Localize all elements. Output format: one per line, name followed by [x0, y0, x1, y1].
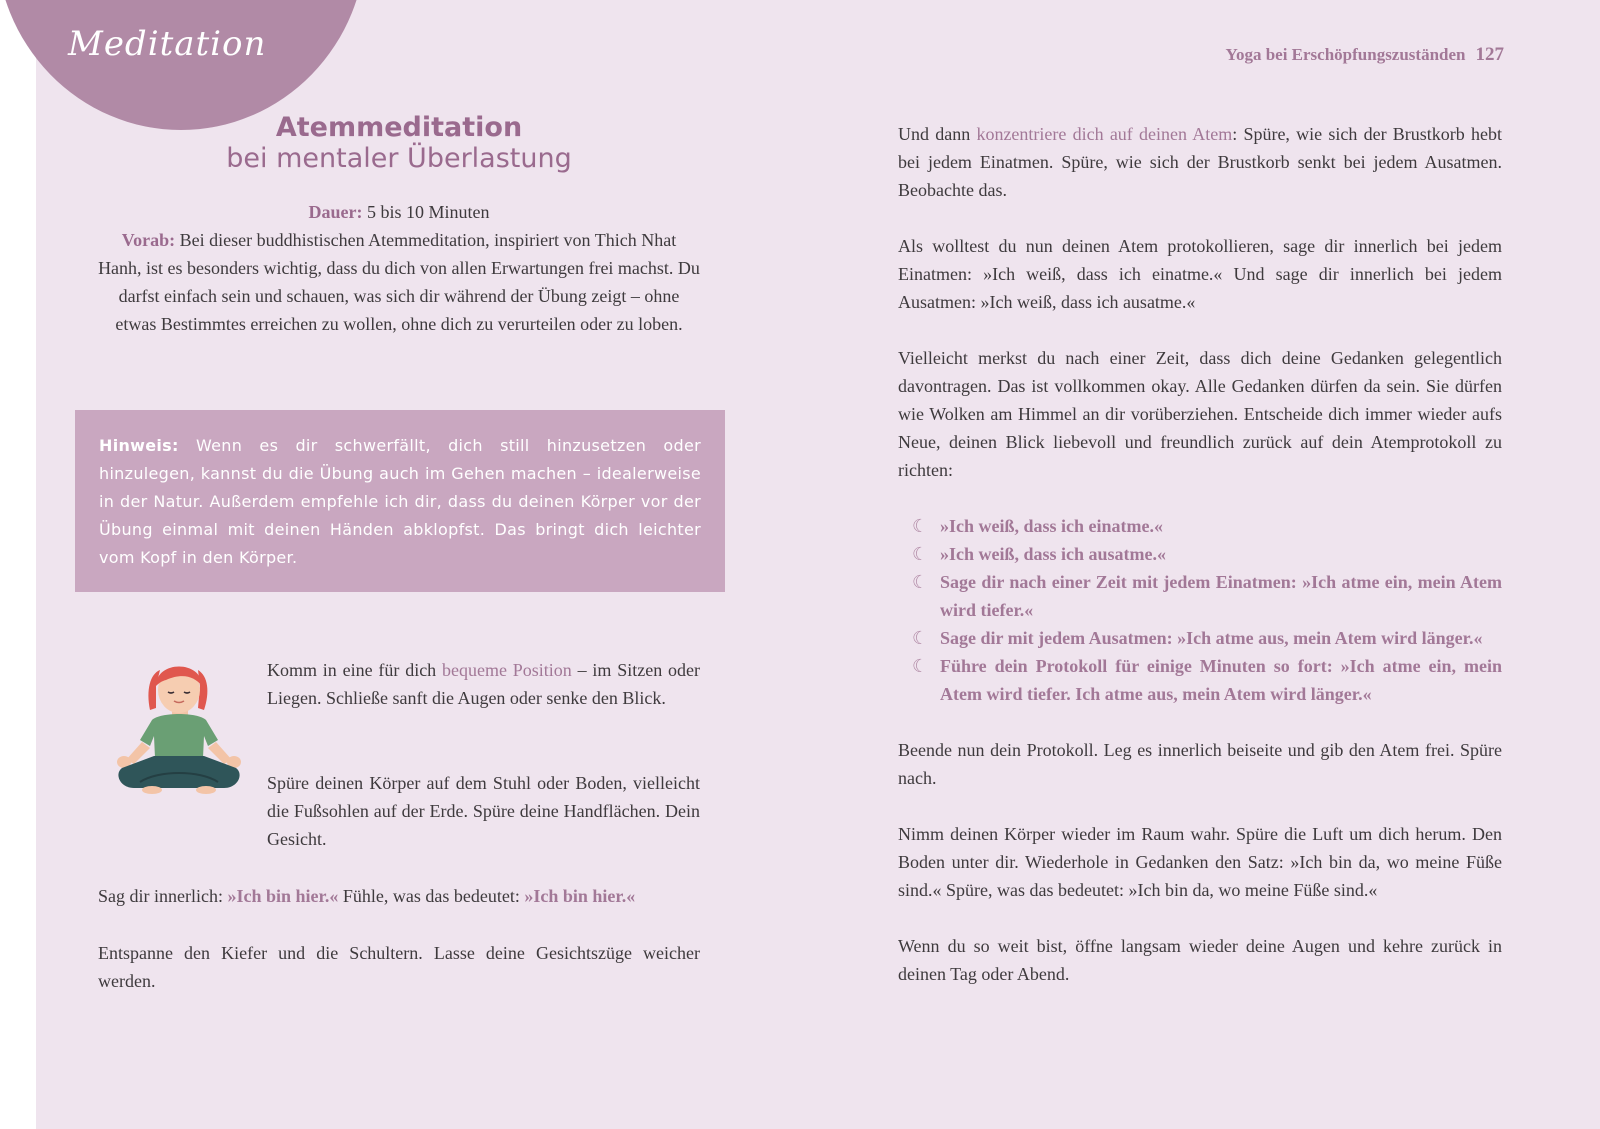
bullet-text: Sage dir nach einer Zeit mit jedem Einatmen: »Ich atme ein, mein Atem wird tiefer.«: [940, 572, 1502, 620]
duration-label: Dauer:: [308, 202, 363, 222]
crescent-moon-icon: ☾: [912, 628, 929, 648]
p3-mid: Fühle, was das bedeutet:: [338, 886, 525, 906]
right-column: [898, 120, 1502, 1016]
left-paragraph-3: [98, 882, 700, 910]
right-paragraph-4: Beende nun dein Protokoll. Leg es innerlich beiseite und gib den Atem frei. Spüre nach.: [898, 740, 1502, 788]
p1-pre: Komm in eine für dich: [267, 660, 442, 680]
right-paragraph-6: Wenn du so weit bist, öffne langsam wieder deine Augen und kehre zurück in deinen Tag oder Abend.: [898, 936, 1502, 984]
article-title: [98, 112, 700, 174]
crescent-moon-icon: ☾: [912, 544, 929, 564]
running-head-title: Yoga bei Erschöpfungszuständen: [1225, 45, 1466, 64]
running-head: [1226, 44, 1504, 66]
hint-text: Wenn es dir schwerfällt, dich still hinzusetzen oder hinzulegen, kannst du die Übung auch im Gehen machen – idealerweise in der Natur. Außerdem empfehle ich dir, dass du deinen Körper vor der Übung einmal mit deinen Händen abklopfst. Das bringt dich leichter vom Kopf in den Körper.: [99, 436, 701, 567]
intro: [98, 198, 700, 338]
right-paragraph-2: Als wolltest du nun deinen Atem protokollieren, sage dir innerlich bei jedem Einatmen: »Ich weiß, dass ich einatme.« Und sage dir innerlich bei jedem Ausatmen: »Ich weiß, dass ich ausatme.«: [898, 236, 1502, 312]
bullet-text: »Ich weiß, dass ich ausatme.«: [940, 544, 1167, 564]
bullet-item: [898, 512, 1502, 540]
right-paragraph-1: [898, 120, 1502, 204]
p1-post: – im Sitzen oder Liegen. Schließe sanft die Augen oder senke den Blick.: [267, 660, 700, 708]
bullet-text: »Ich weiß, dass ich einatme.«: [940, 516, 1164, 536]
title-sub: bei mentaler Überlastung: [226, 143, 572, 174]
title-main: Atemmeditation: [275, 112, 523, 143]
vorab-text: Bei dieser buddhistischen Atemmeditation, inspiriert von Thich Nhat Hanh, ist es besonders wichtig, dass du dich von allen Erwartungen frei machst. Du darfst einfach sein und schauen, was sich dir während der Übung zeigt – ohne etwas Bestimmtes erreichen zu wollen, ohne dich zu verurteilen oder zu loben.: [98, 230, 700, 334]
left-paragraph-1: [267, 656, 700, 712]
meditating-woman-illustration: [106, 656, 256, 806]
crescent-moon-icon: ☾: [912, 516, 929, 536]
rp1-post: : Spüre, wie sich der Brustkorb hebt bei jedem Einatmen. Spüre, wie sich der Brustkorb senkt bei jedem Ausatmen. Beobachte das.: [898, 124, 1502, 200]
duration-value: 5 bis 10 Minuten: [366, 202, 490, 222]
p1-accent: bequeme Position: [441, 660, 572, 680]
p3-quote-1: »Ich bin hier.«: [227, 886, 339, 906]
bullet-item: [898, 540, 1502, 568]
bullet-text: Führe dein Protokoll für einige Minuten so fort: »Ich atme ein, mein Atem wird tiefer. Ich atme aus, mein Atem wird länger.«: [940, 656, 1502, 704]
rp1-pre: Und dann: [898, 124, 977, 144]
section-title: Meditation: [68, 24, 267, 64]
right-paragraph-3: Vielleicht merkst du nach einer Zeit, dass dich deine Gedanken gelegentlich davontragen. Das ist vollkommen okay. Alle Gedanken dürfen da sein. Sie dürfen wie Wolken am Himmel an dir vorüberziehen. Entscheide dich immer wieder aufs Neue, deinen Blick liebevoll und freundlich zurück auf dein Atemprotokoll zu richten:: [898, 348, 1502, 480]
crescent-moon-icon: ☾: [912, 656, 929, 676]
bullet-text: Sage dir mit jedem Ausatmen: »Ich atme aus, mein Atem wird länger.«: [940, 628, 1483, 648]
p3-pre: Sag dir innerlich:: [98, 886, 228, 906]
bullet-item: [898, 652, 1502, 708]
bullet-list: [898, 512, 1502, 708]
crescent-moon-icon: ☾: [912, 572, 929, 592]
page-number: 127: [1475, 44, 1504, 65]
right-paragraph-5: Nimm deinen Körper wieder im Raum wahr. Spüre die Luft um dich herum. Den Boden unter dir. Wiederhole in Gedanken den Satz: »Ich bin da, wo meine Füße sind.« Spüre, was das bedeutet: »Ich bin da, wo meine Füße sind.«: [898, 824, 1502, 900]
vorab-paragraph: [98, 226, 700, 338]
bullet-item: [898, 624, 1502, 652]
hint-box: [75, 410, 725, 592]
left-paragraph-4: Entspanne den Kiefer und die Schultern. Lasse deine Gesichtszüge weicher werden.: [98, 943, 700, 991]
left-paragraph-2: Spüre deinen Körper auf dem Stuhl oder Boden, vielleicht die Fußsohlen auf der Erde. Spüre deine Handflächen. Dein Gesicht.: [267, 773, 700, 849]
rp1-accent: konzentriere dich auf deinen Atem: [976, 124, 1233, 144]
bullet-item: [898, 568, 1502, 624]
vorab-label: Vorab:: [121, 230, 176, 250]
p3-quote-2: »Ich bin hier.«: [524, 886, 636, 906]
duration-line: [98, 198, 700, 226]
hint-paragraph: [99, 432, 701, 572]
hint-label: Hinweis:: [99, 436, 179, 455]
left-column: [98, 112, 700, 338]
corner-decoration: [0, 0, 366, 130]
